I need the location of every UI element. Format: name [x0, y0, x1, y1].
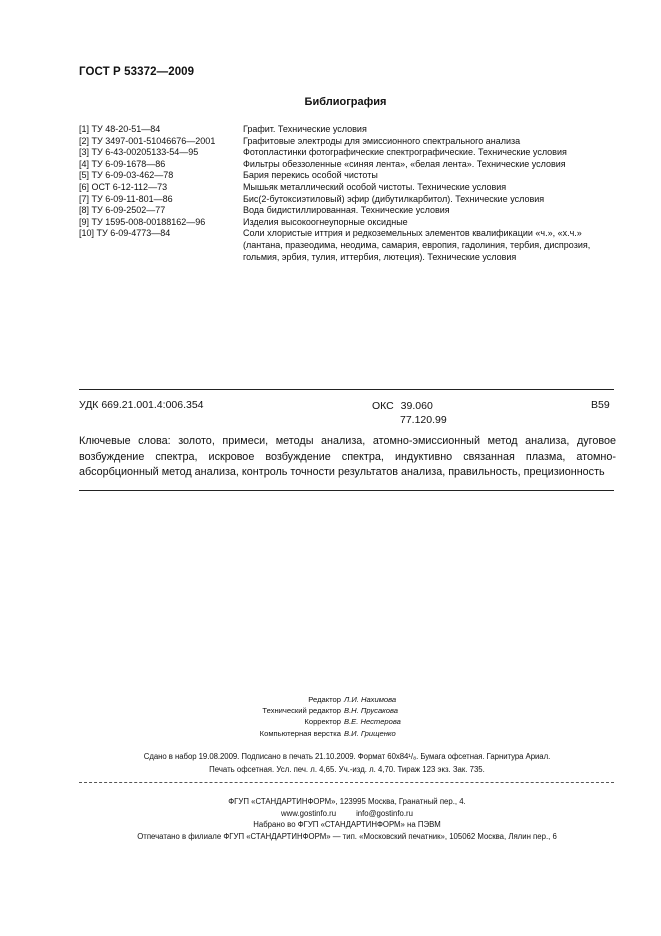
- bibliography-title-text: Библиография: [304, 96, 387, 108]
- publishing-info: [79, 751, 615, 776]
- entry-desc: Графитовые электроды для эмиссионного спектрального анализа: [243, 135, 521, 146]
- credit-line: [0, 728, 661, 739]
- entry-desc: Бария перекись особой чистоты: [243, 170, 378, 181]
- bibliography-title: [0, 96, 661, 108]
- bibliography-entry: [79, 205, 609, 217]
- entry-ref: [2] ТУ 3497-001-51046676—2001: [79, 135, 216, 146]
- contacts: [79, 808, 615, 820]
- credit-role: Технический редактор: [262, 706, 341, 716]
- typeset-note: Набрано во ФГУП «СТАНДАРТИНФОРМ» на ПЭВМ: [253, 820, 441, 830]
- credit-role: Редактор: [308, 695, 341, 704]
- bibliography-entry: [79, 217, 609, 229]
- website-link[interactable]: www.gostinfo.ru: [281, 808, 337, 818]
- bibliography-entry: [79, 228, 609, 263]
- udk-code: УДК 669.21.001.4:006.354: [79, 399, 204, 411]
- oks-code-1: 39.060: [400, 400, 433, 412]
- divider-top: [79, 389, 614, 390]
- bibliography-list: [79, 124, 609, 263]
- bibliography-entry: [79, 194, 609, 206]
- entry-desc: Графит. Технические условия: [243, 124, 367, 134]
- entry-ref: [9] ТУ 1595-008-00188162—96: [79, 216, 206, 227]
- publishing-line-2: Печать офсетная. Усл. печ. л. 4,65. Уч.-изд. л. 4,70. Тираж 123 экз. Зак. 735.: [209, 764, 485, 774]
- entry-ref: [6] ОСТ 6-12-112—73: [79, 181, 168, 192]
- credit-name: Л.И. Нахимова: [344, 695, 397, 704]
- bibliography-entry: [79, 147, 609, 159]
- entry-ref: [5] ТУ 6-09-03-462—78: [79, 170, 174, 181]
- credit-line: [0, 705, 661, 716]
- entry-desc: Фотопластинки фотографические спектрографические. Технические условия: [243, 147, 567, 158]
- keywords: Ключевые слова: золото, примеси, методы анализа, атомно-эмиссионный метод анализа, дуговое возбуждение спектра, искровое возбуждение спектра, индуктивно связанная плазма, атомно-абсорбционный метод анализа, контроль точности результатов анализа, правильность, прецизионность: [79, 435, 616, 478]
- entry-desc: Бис(2-бутоксиэтиловый) эфир (дибутилкарбитол). Технические условия: [243, 193, 545, 204]
- oks-label: ОКС: [372, 400, 394, 412]
- entry-desc: Соли хлористые иттрия и редкоземельных элементов квалификации «ч.», «х.ч.» (лантана, празеодима, неодима, самария, европия, гадолиния, тербия, диспрозия, гольмия, эрбия, тулия, иттербия, лютеция). Технические условия: [243, 228, 591, 262]
- oks-code-2: 77.120.99: [400, 414, 447, 426]
- credit-line: [0, 716, 661, 727]
- entry-desc: Фильтры обеззоленные «синяя лента», «белая лента». Технические условия: [243, 158, 566, 169]
- publisher-address: ФГУП «СТАНДАРТИНФОРМ», 123995 Москва, Гранатный пер., 4.: [228, 797, 466, 806]
- bibliography-entry: [79, 136, 609, 148]
- bibliography-entry: [79, 182, 609, 194]
- credits: [0, 694, 661, 739]
- bibliography-entry: [79, 159, 609, 171]
- entry-desc: Вода бидистиллированная. Технические условия: [243, 205, 450, 216]
- entry-ref: [8] ТУ 6-09-2502—77: [79, 205, 166, 216]
- entry-ref: [10] ТУ 6-09-4773—84: [79, 228, 171, 239]
- entry-ref: [1] ТУ 48-20-51—84: [79, 124, 161, 134]
- credit-name: В.Н. Прусакова: [344, 706, 398, 716]
- bibliography-entry: [79, 170, 609, 182]
- divider-footer: [79, 782, 614, 783]
- entry-ref: [7] ТУ 6-09-11-801—86: [79, 193, 173, 204]
- footer: [79, 796, 615, 842]
- credit-name: В.Е. Нестерова: [344, 717, 401, 727]
- printed-note: Отпечатано в филиале ФГУП «СТАНДАРТИНФОРМ» — тип. «Московский печатник», 105062 Москва, Лялин пер., 6: [137, 831, 557, 841]
- entry-desc: Мышьяк металлический особой чистоты. Технические условия: [243, 181, 507, 192]
- group-code: В59: [591, 399, 610, 411]
- divider-keywords: [79, 490, 614, 491]
- entry-ref: [3] ТУ 6-43-00205133-54—95: [79, 147, 199, 158]
- credit-name: В.И. Грищенко: [344, 728, 396, 738]
- bibliography-entry: [79, 124, 609, 136]
- entry-desc: Изделия высокоогнеупорные оксидные: [243, 216, 408, 227]
- entry-ref: [4] ТУ 6-09-1678—86: [79, 158, 166, 169]
- email-link[interactable]: info@gostinfo.ru: [356, 808, 413, 818]
- credit-role: Корректор: [304, 717, 341, 727]
- standard-id: ГОСТ Р 53372—2009: [79, 66, 195, 78]
- oks-block: [372, 399, 447, 427]
- credit-role: Компьютерная верстка: [259, 728, 341, 738]
- publishing-line-1: Сдано в набор 19.08.2009. Подписано в печать 21.10.2009. Формат 60x84¹/₈. Бумага офсетная. Гарнитура Ариал.: [143, 752, 551, 761]
- credit-line: [0, 694, 661, 705]
